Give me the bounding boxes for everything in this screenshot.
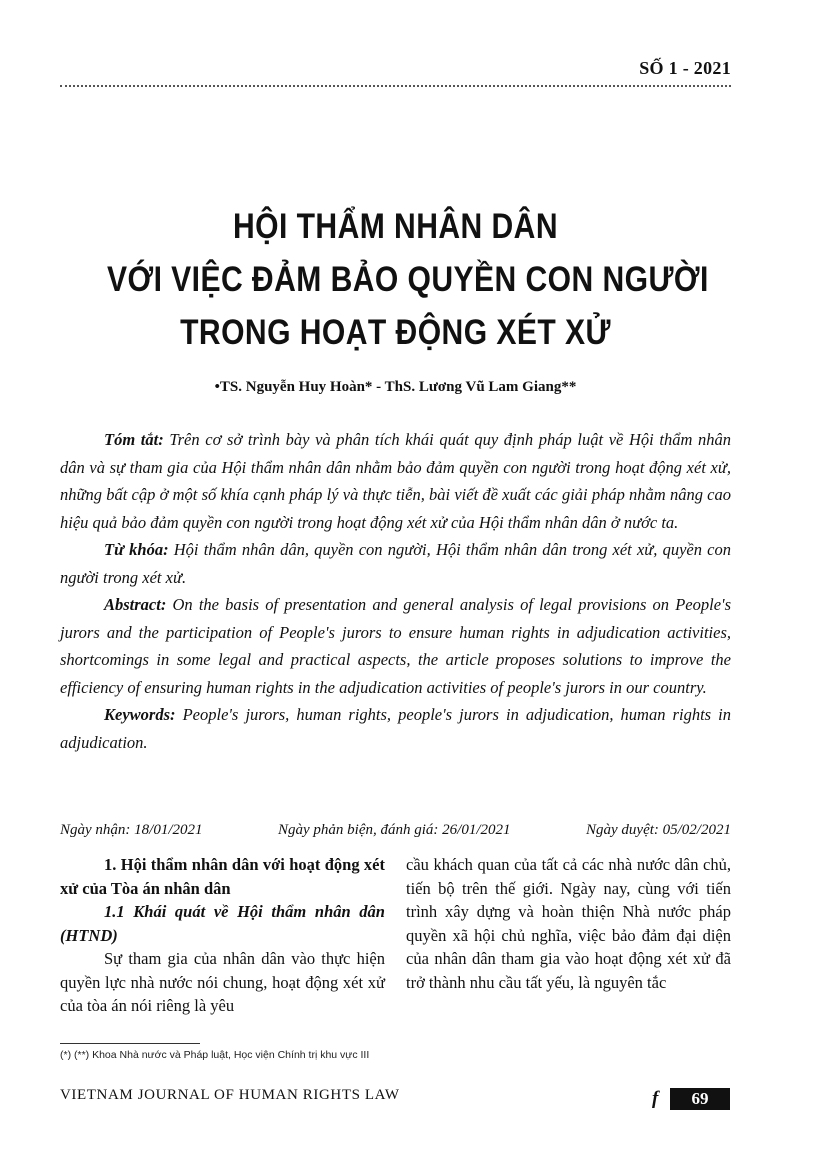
abstract-en-label: Abstract:	[104, 595, 167, 614]
abstract-en-text: On the basis of presentation and general analysis of legal provisions on People's jurors and the participation of People's jurors to ensure human rights in adjudication activities, shortcomings in some legal and practical aspects, the article proposes solutions to improve the efficiency of ensuring human rights in the adjudication activities of people's jurors in our country.	[60, 595, 731, 697]
title-line-1: HỘI THẨM NHÂN DÂN	[232, 207, 558, 246]
footnote: (*) (**) Khoa Nhà nước và Pháp luật, Học viện Chính trị khu vực III	[60, 1049, 370, 1061]
date-approved: Ngày duyệt: 05/02/2021	[586, 822, 731, 838]
section-heading: 1. Hội thẩm nhân dân với hoạt động xét xử của Tòa án nhân dân	[60, 855, 385, 898]
abstract-section	[60, 426, 731, 756]
article-dates	[60, 822, 731, 839]
keywords-vi-label: Từ khóa:	[104, 540, 169, 559]
journal-mark: f	[652, 1088, 659, 1109]
footnote-divider	[60, 1043, 200, 1044]
abstract-en	[60, 591, 731, 701]
page-number: 69	[670, 1088, 730, 1110]
body-paragraph-1: Sự tham gia của nhân dân vào thực hiện quyền lực nhà nước nói chung, hoạt động xét xử của tòa án nói riêng là yêu	[60, 949, 385, 1015]
keywords-vi	[60, 536, 731, 591]
issue-number: SỐ 1 - 2021	[639, 58, 731, 78]
title-line-3: TRONG HOẠT ĐỘNG XÉT XỬ	[180, 313, 611, 352]
authors: •TS. Nguyễn Huy Hoàn* - ThS. Lương Vũ Lam Giang**	[214, 379, 577, 395]
article-title	[106, 200, 709, 359]
abstract-vi-text: Trên cơ sở trình bày và phân tích khái quát quy định pháp luật về Hội thẩm nhân dân và sự tham gia của Hội thẩm nhân dân nhằm bảo đảm quyền con người trong hoạt động xét xử, những bất cập ở một số khía cạnh pháp lý và thực tiễn, bài viết đề xuất các giải pháp nhằm nâng cao hiệu quả bảo đảm quyền con người trong hoạt động xét xử của Hội thẩm nhân dân ở nước ta.	[60, 430, 732, 532]
keywords-en-label: Keywords:	[104, 705, 176, 724]
keywords-vi-text: Hội thẩm nhân dân, quyền con người, Hội thẩm nhân dân trong xét xử, quyền con người trong xét xử.	[60, 540, 731, 587]
journal-name: VIETNAM JOURNAL OF HUMAN RIGHTS LAW	[60, 1087, 400, 1103]
title-line-2: VỚI VIỆC ĐẢM BẢO QUYỀN CON NGƯỜI	[106, 260, 709, 299]
keywords-en-text: People's jurors, human rights, people's jurors in adjudication, human rights in adjudication.	[60, 705, 731, 752]
keywords-en	[60, 701, 731, 756]
date-reviewed: Ngày phản biện, đánh giá: 26/01/2021	[278, 822, 511, 838]
body-paragraph-2: cầu khách quan của tất cả các nhà nước dân chủ, tiến bộ trên thế giới. Ngày nay, cùng với tiến trình xây dựng và hoàn thiện Nhà nước pháp quyền xã hội chủ nghĩa, việc bảo đảm đại diện của nhân dân tham gia vào hoạt động xét xử đã trở thành nhu cầu tất yếu, là nguyên tắc	[406, 855, 731, 992]
left-column	[60, 853, 385, 1018]
date-received: Ngày nhận: 18/01/2021	[60, 822, 203, 838]
header-divider	[60, 85, 731, 87]
abstract-vi	[60, 426, 731, 536]
body-columns	[60, 853, 731, 1018]
abstract-vi-label: Tóm tắt:	[104, 430, 164, 449]
right-column	[406, 853, 731, 1018]
subsection-heading: 1.1 Khái quát về Hội thẩm nhân dân (HTND)	[60, 902, 385, 945]
